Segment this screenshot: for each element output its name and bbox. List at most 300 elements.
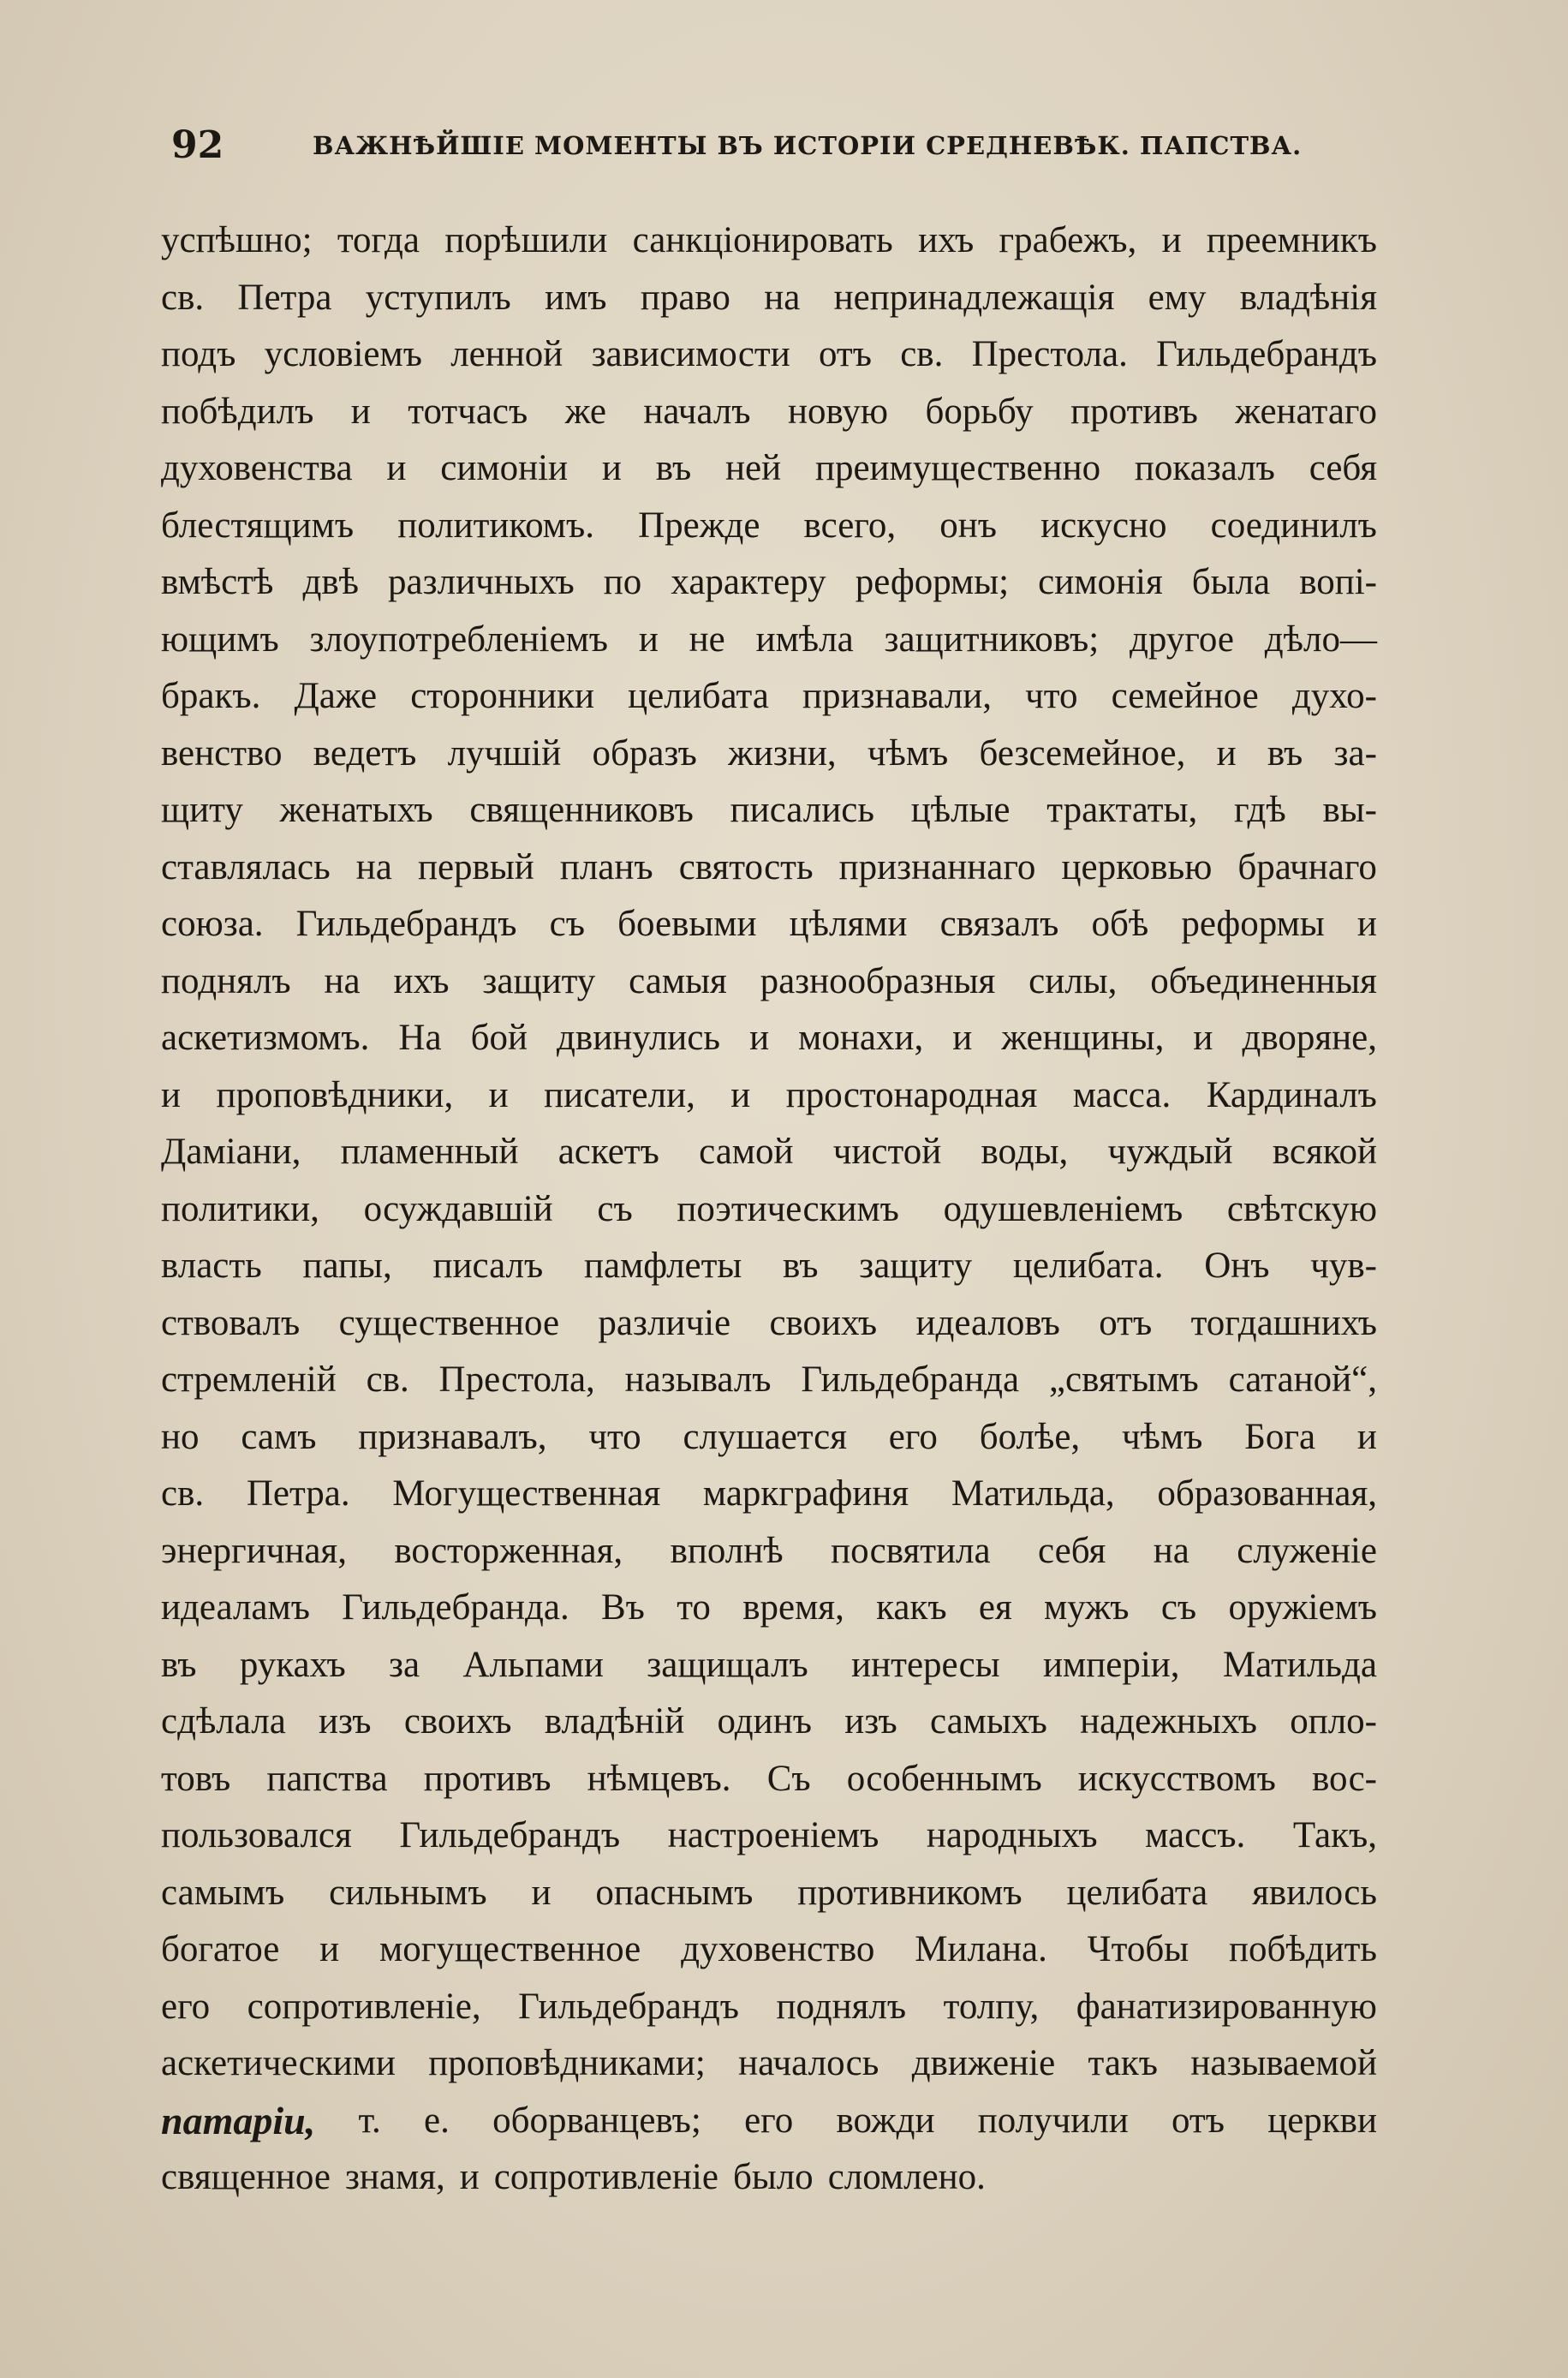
word: брачнаго [1237, 846, 1377, 887]
word: грабежъ, [999, 220, 1137, 260]
word: особеннымъ [846, 1758, 1042, 1799]
word: Даміани, [161, 1132, 301, 1172]
word: первый [417, 846, 534, 887]
word: реформы; [855, 562, 1010, 602]
word: противъ [423, 1758, 551, 1799]
word: сильнымъ [329, 1872, 487, 1913]
word: бракъ. [161, 676, 261, 716]
word: своихъ [769, 1302, 878, 1343]
word: политикомъ. [397, 505, 594, 546]
text-line [161, 1238, 1377, 1295]
text-line [161, 270, 1377, 327]
word: преемникъ [1206, 220, 1377, 260]
word: цѣлями [789, 904, 908, 944]
word: тотчасъ [408, 391, 528, 432]
word: планъ [559, 846, 653, 887]
word: но [161, 1416, 200, 1457]
text-line [161, 1580, 1377, 1637]
word: целибата [1066, 1872, 1208, 1913]
text-line [161, 2035, 1377, 2093]
word: Гильдебранда. [342, 1587, 569, 1628]
word: дворяне, [1242, 1018, 1377, 1058]
word: целибата. [1012, 1246, 1164, 1286]
word: уступилъ [365, 277, 511, 318]
text-line [161, 896, 1377, 953]
text-line [161, 1352, 1377, 1409]
word: двинулись [557, 1018, 721, 1058]
word: стремленій [161, 1359, 337, 1400]
word: Бога [1244, 1416, 1316, 1457]
text-line [161, 384, 1377, 441]
word: и [1356, 904, 1377, 944]
word: сторонники [410, 676, 594, 716]
word: товъ [161, 1758, 231, 1799]
word: было [732, 2157, 814, 2197]
word: ставлялась [161, 846, 331, 887]
word: священное [161, 2157, 331, 2197]
word: побѣдить [1228, 1929, 1377, 1969]
word: и [319, 1929, 340, 1969]
word: Онъ [1204, 1246, 1270, 1286]
word: энергичная, [161, 1530, 347, 1571]
word: имперіи, [1043, 1644, 1180, 1685]
word: за [389, 1644, 420, 1685]
word: и [952, 1018, 973, 1058]
word: жизни, [728, 732, 837, 774]
page-header [171, 120, 1387, 171]
word: вмѣстѣ [161, 562, 274, 602]
word: тогда [337, 220, 420, 260]
text-line [161, 953, 1377, 1011]
word: самымъ [161, 1872, 285, 1913]
text-line [161, 498, 1377, 555]
word: показалъ [1134, 448, 1275, 488]
word: самой [699, 1132, 794, 1172]
word: ихъ [918, 220, 975, 260]
word: целибата [628, 676, 769, 716]
word: себя [1038, 1530, 1106, 1571]
word: разнообразныя [760, 960, 996, 1001]
word: подъ [161, 334, 236, 374]
word: двѣ [302, 562, 359, 602]
word: идеаламъ [161, 1587, 310, 1628]
word: Престола, [438, 1359, 595, 1400]
text-line [161, 1067, 1377, 1125]
word: женатаго [1235, 391, 1377, 432]
word: боевыми [617, 904, 757, 944]
word: зависимости [591, 334, 790, 374]
word: интересы [851, 1644, 1000, 1685]
body-text [161, 212, 1377, 2207]
word: называемой [1190, 2043, 1377, 2083]
word: Гильдебрандъ [295, 904, 517, 944]
word: ней [725, 448, 782, 488]
word: непринадлежащія [833, 277, 1115, 318]
word: и [638, 618, 659, 660]
text-line [161, 668, 1377, 726]
word: семейное [1111, 676, 1259, 716]
word: проповѣдники, [216, 1074, 454, 1115]
word: защитниковъ; [884, 618, 1100, 660]
word: порѣшили [444, 220, 608, 260]
word: условіемъ [264, 334, 422, 374]
word: св. [366, 1359, 409, 1400]
word: Чтобы [1087, 1929, 1189, 1969]
text-line [161, 612, 1377, 669]
word: признавали, [802, 676, 993, 716]
word: гдѣ [1233, 790, 1286, 830]
word: себя [1309, 448, 1377, 488]
word: духовенства [161, 448, 353, 488]
word: соединилъ [1210, 505, 1377, 546]
word: его [744, 2100, 794, 2141]
word: патаріи, [161, 2098, 316, 2142]
word: началъ [643, 391, 751, 432]
word: онъ [939, 505, 997, 546]
word: и [749, 1018, 770, 1058]
word: такъ [1088, 2043, 1159, 2083]
word: св. [161, 277, 205, 318]
word: папства [266, 1758, 388, 1799]
word: оборванцевъ; [492, 2100, 701, 2141]
word: и [730, 1074, 751, 1115]
word: Милана. [915, 1929, 1047, 1969]
word: право [640, 277, 730, 318]
word: характеру [671, 562, 826, 602]
word: злоупотребленіемъ [309, 618, 609, 660]
word: писатели, [544, 1074, 695, 1115]
text-line [161, 782, 1377, 839]
word: пламенный [340, 1132, 519, 1172]
word: сломлено. [827, 2157, 986, 2197]
word: симоніи [440, 448, 569, 488]
word: масса. [1072, 1074, 1172, 1115]
word: Престола. [971, 334, 1128, 374]
word: Гильдебрандъ [518, 1986, 739, 2027]
word: называлъ [624, 1359, 772, 1400]
word: защиту [859, 1246, 973, 1286]
word: Альпами [462, 1644, 604, 1685]
word: женатыхъ [279, 790, 433, 830]
word: вполнѣ [670, 1530, 784, 1571]
word: блестящимъ [161, 505, 355, 546]
word: признавалъ, [358, 1416, 547, 1457]
word: чуждый [1107, 1132, 1233, 1172]
word: признаннаго [838, 846, 1036, 887]
word: дѣло— [1264, 618, 1377, 660]
word: своихъ [403, 1701, 512, 1742]
word: союза. [161, 904, 264, 944]
word: и [531, 1872, 551, 1913]
text-line [161, 1979, 1377, 2036]
word: щиту [161, 790, 243, 830]
word: отъ [1099, 1302, 1153, 1343]
text-line [161, 212, 1377, 270]
word: ющимъ [161, 618, 279, 660]
word: что [588, 1416, 641, 1457]
word: преимущественно [814, 448, 1101, 488]
word: воды, [981, 1132, 1069, 1172]
word: одушевленіемъ [943, 1188, 1183, 1229]
word: и [1356, 1416, 1377, 1457]
word: и [1216, 732, 1237, 774]
word: богатое [161, 1929, 280, 1969]
word: противникомъ [797, 1872, 1022, 1913]
word: пользовался [161, 1815, 352, 1855]
word: сдѣлала [161, 1701, 286, 1742]
word: знамя, [344, 2157, 445, 2197]
word: Петра. [246, 1473, 350, 1514]
word: въ [161, 1644, 197, 1685]
word: въ [1267, 732, 1303, 774]
word: св. [900, 334, 944, 374]
word: за- [1333, 732, 1377, 774]
word: различіе [598, 1302, 731, 1343]
text-line [161, 1807, 1377, 1865]
word: явилось [1252, 1872, 1377, 1913]
text-line [161, 1010, 1377, 1067]
word: политики, [161, 1188, 319, 1229]
word: вос- [1311, 1758, 1377, 1799]
running-title: ВАЖНѢЙШІЕ МОМЕНТЫ ВЪ ИСТОРІИ СРЕДНЕВѢК. ПАПСТВА. [313, 131, 1303, 160]
word: свѣтскую [1226, 1188, 1377, 1229]
word: Въ [600, 1587, 645, 1628]
word: сатаной“, [1228, 1359, 1377, 1400]
word: владѣнія [1239, 277, 1377, 318]
word: ему [1148, 277, 1207, 318]
word: движеніе [911, 2043, 1056, 2083]
word: различныхъ [388, 562, 575, 602]
word: и [1193, 1018, 1213, 1058]
word: фанатизированную [1076, 1986, 1377, 2027]
word: связалъ [939, 904, 1059, 944]
word: святость [678, 846, 814, 887]
word: чѣмъ [1121, 1416, 1203, 1457]
word: народныхъ [926, 1815, 1098, 1855]
word: искусствомъ [1077, 1758, 1276, 1799]
word: образъ [592, 732, 697, 774]
word: имѣла [755, 618, 854, 660]
text-line [161, 1751, 1377, 1808]
word: ея [978, 1587, 1012, 1628]
word: монахи, [798, 1018, 924, 1058]
word: самъ [241, 1416, 317, 1457]
word: т. [358, 2100, 381, 2141]
word: аскетизмомъ. [161, 1018, 370, 1058]
word: На [398, 1018, 442, 1058]
word: имъ [545, 277, 607, 318]
word: объединенныя [1150, 960, 1377, 1001]
word: образованная, [1157, 1473, 1377, 1514]
word: толпу, [943, 1986, 1040, 2027]
word: трактаты, [1046, 790, 1198, 830]
word: слушается [683, 1416, 847, 1457]
word: ствовалъ [161, 1302, 301, 1343]
word: новую [788, 391, 888, 432]
word: духо- [1291, 676, 1377, 716]
word: маркграфиня [702, 1473, 909, 1514]
word: вы- [1322, 790, 1377, 830]
word: какъ [876, 1587, 947, 1628]
word: отъ [818, 334, 872, 374]
word: на [324, 960, 361, 1001]
word: и [1161, 220, 1182, 260]
text-line [161, 1865, 1377, 1922]
word: служеніе [1237, 1530, 1377, 1571]
word: защищалъ [647, 1644, 808, 1685]
word: на [1153, 1530, 1189, 1571]
text-line [161, 1637, 1377, 1694]
word: женщины, [1001, 1018, 1165, 1058]
word: церкви [1267, 2100, 1377, 2141]
text-line [161, 1181, 1377, 1239]
word: была [1191, 562, 1271, 602]
word: самыхъ [929, 1701, 1047, 1742]
word: аскетъ [557, 1132, 659, 1172]
word: поднялъ [161, 960, 291, 1001]
word: цѣлые [910, 790, 1011, 830]
word: на [355, 846, 392, 887]
text-line [161, 2149, 1377, 2207]
word: церковью [1061, 846, 1213, 887]
word: сопротивленіе, [247, 1986, 481, 2027]
word: другое [1129, 618, 1234, 660]
word: и [601, 448, 622, 488]
text-line [161, 1409, 1377, 1467]
word: нѣмцевъ. [587, 1758, 731, 1799]
word: Гильдебранда [801, 1359, 1020, 1400]
word: посвятила [831, 1530, 991, 1571]
text-line [161, 1523, 1377, 1580]
word: на [764, 277, 801, 318]
word: болѣе, [979, 1416, 1081, 1457]
word: и [161, 1074, 182, 1115]
word: массъ. [1145, 1815, 1246, 1855]
word: существенное [338, 1302, 560, 1343]
word: Матильда [1222, 1644, 1377, 1685]
word: всякой [1272, 1132, 1377, 1172]
word: рукахъ [239, 1644, 346, 1685]
word: получили [977, 2100, 1129, 2141]
word: лучшій [447, 732, 562, 774]
word: отъ [1171, 2100, 1225, 2141]
word: Матильда, [951, 1473, 1115, 1514]
word: проповѣдниками; [428, 2043, 706, 2083]
text-line [161, 1124, 1377, 1181]
text-line [161, 1466, 1377, 1523]
word: могущественное [379, 1929, 641, 1969]
word: одинъ [717, 1701, 812, 1742]
word: Даже [294, 676, 378, 716]
word: тогдашнихъ [1190, 1302, 1377, 1343]
word: борьбу [925, 391, 1034, 432]
word: осуждавшій [363, 1188, 553, 1229]
word: Петра [237, 277, 332, 318]
text-line [161, 839, 1377, 897]
word: безсемейное, [979, 732, 1186, 774]
text-line [161, 326, 1377, 384]
text-line [161, 554, 1377, 612]
word: обѣ [1091, 904, 1149, 944]
text-line [161, 1921, 1377, 1979]
word: изъ [319, 1701, 372, 1742]
word: папы, [302, 1246, 392, 1286]
word: чистой [832, 1132, 942, 1172]
word: бой [470, 1018, 528, 1058]
word: всего, [803, 505, 897, 546]
text-line [161, 440, 1377, 498]
word: оружіемъ [1228, 1587, 1377, 1628]
word: не [689, 618, 725, 660]
word: успѣшно; [161, 220, 313, 260]
word: духовенство [681, 1929, 875, 1969]
text-line [161, 726, 1377, 783]
word: ведетъ [313, 732, 417, 774]
page-number: 92 [171, 123, 224, 167]
word: св. [161, 1473, 205, 1514]
word: поднялъ [776, 1986, 907, 2027]
word: въ [655, 448, 692, 488]
text-line [161, 1295, 1377, 1353]
word: мужъ [1044, 1587, 1130, 1628]
word: вопі- [1299, 562, 1377, 602]
word: въ [783, 1246, 819, 1286]
word: самыя [629, 960, 727, 1001]
word: и [488, 1074, 509, 1115]
word: ихъ [393, 960, 450, 1001]
word: время, [742, 1587, 844, 1628]
word: началось [738, 2043, 879, 2083]
word: чув- [1310, 1246, 1377, 1286]
word: и [350, 391, 371, 432]
word: идеаловъ [915, 1302, 1060, 1343]
word: что [1025, 676, 1078, 716]
word: Гильдебрандъ [1156, 334, 1377, 374]
word: чѣмъ [867, 732, 949, 774]
word: Съ [766, 1758, 811, 1799]
word: защиту [482, 960, 596, 1001]
word: и [386, 448, 407, 488]
word: побѣдилъ [161, 391, 314, 432]
word: по [603, 562, 642, 602]
word: Могущественная [392, 1473, 661, 1514]
word: простонародная [785, 1074, 1038, 1115]
word: съ [549, 904, 585, 944]
word: реформы [1181, 904, 1325, 944]
word: вожди [836, 2100, 935, 2141]
word: Гильдебрандъ [399, 1815, 621, 1855]
word: священниковъ [469, 790, 694, 830]
word: восторженная, [394, 1530, 623, 1571]
word: и [459, 2157, 480, 2197]
word: силы, [1028, 960, 1118, 1001]
word: его [888, 1416, 938, 1457]
word: памфлеты [583, 1246, 742, 1286]
word: опло- [1290, 1701, 1377, 1742]
word: санкціонировать [632, 220, 893, 260]
word: то [677, 1587, 711, 1628]
word: поэтическимъ [677, 1188, 899, 1229]
word: венство [161, 732, 283, 774]
word: его [161, 1986, 211, 2027]
word: искусно [1040, 505, 1167, 546]
word: же [564, 391, 606, 432]
word: Прежде [638, 505, 760, 546]
word: опаснымъ [595, 1872, 754, 1913]
word: симонія [1038, 562, 1163, 602]
word: е. [424, 2100, 450, 2141]
word: сопротивленіе [493, 2157, 718, 2197]
